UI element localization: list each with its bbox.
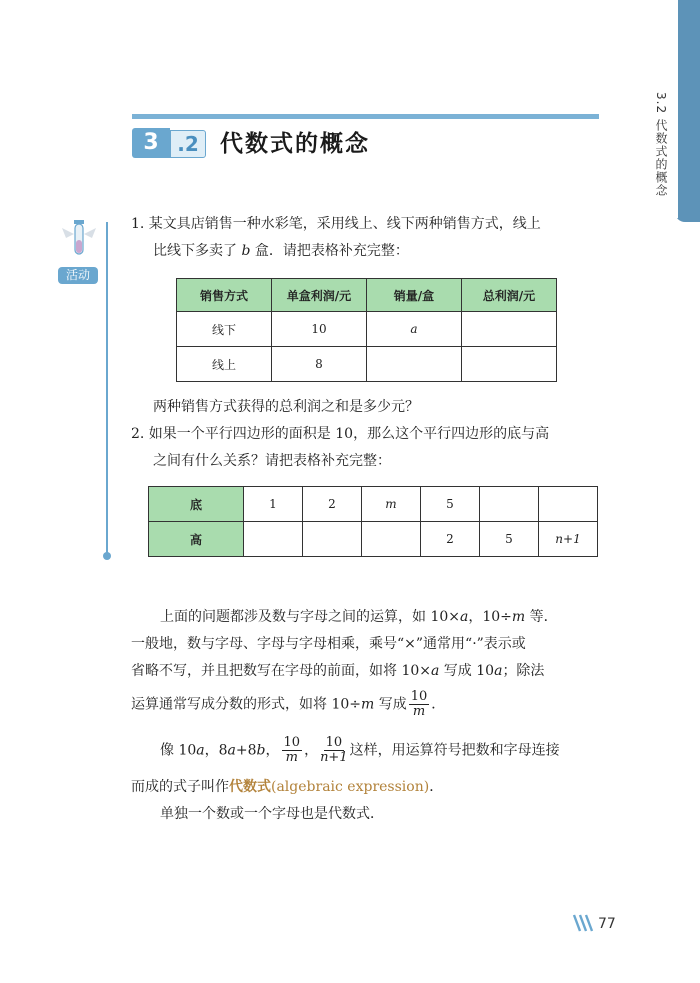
table-row (177, 312, 557, 347)
table-cell: 2 (303, 487, 362, 522)
test-tube-icon (56, 218, 102, 264)
keyword-term: 代数式 (229, 779, 271, 795)
table-cell-blank (303, 522, 362, 557)
fraction-numerator: 10 (325, 735, 343, 750)
section-number: 3 (132, 128, 170, 158)
text-run: ， (265, 742, 280, 759)
fraction-numerator: 10 (410, 689, 428, 704)
body-p1-line1 (160, 604, 558, 631)
variable-m: m (361, 696, 375, 713)
fraction-numerator: 10 (283, 735, 301, 750)
body-p1-line3 (131, 658, 544, 685)
table-header-cell: 销量/盒 (367, 279, 462, 312)
table-cell: 8 (272, 347, 367, 382)
variable-b: b (241, 243, 251, 259)
row-header-base: 底 (149, 487, 244, 522)
table-cell: n+1 (539, 522, 598, 557)
table-cell: 10 (272, 312, 367, 347)
table-header-cell: 总利润/元 (462, 279, 557, 312)
table-header-cell: 销售方式 (177, 279, 272, 312)
table-cell: 线下 (177, 312, 272, 347)
variable-b: b (256, 742, 266, 759)
fraction (282, 736, 303, 765)
section-subnumber: .2 (170, 130, 206, 158)
page-number-stripes-icon (572, 913, 596, 933)
text-run: 省略不写，并且把数写在字母的前面，如将 10× (131, 663, 431, 679)
table-cell-blank (367, 347, 462, 382)
text-run: ， (304, 742, 319, 759)
fraction-denominator: n+1 (320, 750, 348, 765)
keyword-english: (algebraic expression) (271, 779, 430, 795)
problem1-line2-text-a: 比线下多卖了 (153, 243, 237, 259)
text-run: 上面的问题都涉及数与字母之间的运算，如 10× (160, 609, 460, 625)
section-badge (132, 128, 206, 158)
table-cell: 5 (480, 522, 539, 557)
text-run: ；除法 (502, 663, 545, 679)
fraction (409, 690, 430, 719)
table-cell: 2 (421, 522, 480, 557)
page-number: 77 (598, 916, 616, 932)
text-run: 像 10 (160, 742, 197, 759)
body-p2-line2 (131, 774, 443, 801)
text-run: ． (429, 779, 444, 795)
activity-badge: 活动 (58, 267, 98, 284)
problem2-line2: 之间有什么关系？请把表格补充完整： (153, 453, 391, 469)
fraction-denominator: m (412, 704, 426, 719)
text-run: ，10÷ (468, 609, 512, 625)
table-header-row (177, 279, 557, 312)
variable-a: a (196, 742, 205, 759)
chapter-side-tab (675, 0, 700, 222)
fraction-denominator: m (285, 750, 298, 765)
variable-a: a (227, 742, 236, 759)
table-row (149, 522, 598, 557)
text-run: 这样，用运算符号把数和字母连接 (349, 742, 560, 759)
table-cell-blank (462, 312, 557, 347)
table-cell: 线上 (177, 347, 272, 382)
body-p1-line2: 一般地，数与字母、字母与字母相乘，乘号“×”通常用“·”表示或 (131, 636, 526, 652)
fraction (320, 736, 348, 765)
table-cell: a (367, 312, 462, 347)
table-cell: m (362, 487, 421, 522)
problem1-line1: 1. 某文具店销售一种水彩笔，采用线上、线下两种销售方式，线上 (131, 216, 541, 232)
text-run: 等． (525, 609, 558, 625)
problem1-line2-text-b: 盒．请把表格补充完整： (254, 243, 409, 259)
table-cell-blank (480, 487, 539, 522)
variable-a: a (431, 663, 440, 679)
problem1-line2 (153, 238, 409, 265)
variable-a: a (460, 609, 469, 625)
table-row (149, 487, 598, 522)
activity-vertical-line (106, 222, 108, 556)
sales-table (176, 278, 557, 382)
side-tab-section-label: 3.2 代数式的概念 (654, 92, 668, 197)
table-cell-blank (244, 522, 303, 557)
problem2-line1: 2. 如果一个平行四边形的面积是 10，那么这个平行四边形的底与高 (131, 426, 550, 442)
variable-a: a (494, 663, 503, 679)
table-header-cell: 单盒利润/元 (272, 279, 367, 312)
text-run: ． (431, 696, 446, 713)
table-cell: 5 (421, 487, 480, 522)
header-rule (132, 114, 599, 119)
body-p2-line1 (160, 736, 560, 765)
parallelogram-table (148, 486, 598, 557)
table-row (177, 347, 557, 382)
text-run: 运算通常写成分数的形式，如将 10÷ (131, 696, 361, 713)
table-cell-blank (539, 487, 598, 522)
table-cell-blank (362, 522, 421, 557)
page-title: 代数式的概念 (220, 131, 370, 157)
table-cell: 1 (244, 487, 303, 522)
activity-line-end-dot (103, 552, 111, 560)
body-p1-line4 (131, 690, 445, 719)
text-run: 写成 (374, 696, 407, 713)
problem1-question: 两种销售方式获得的总利润之和是多少元？ (153, 399, 419, 415)
text-run: ，8 (204, 742, 228, 759)
text-run: 而成的式子叫作 (131, 779, 229, 795)
table-cell-blank (462, 347, 557, 382)
body-p3: 单独一个数或一个字母也是代数式． (160, 806, 384, 822)
text-run: 写成 10 (439, 663, 495, 679)
variable-m: m (511, 609, 526, 625)
row-header-height: 高 (149, 522, 244, 557)
text-run: +8 (235, 742, 257, 759)
